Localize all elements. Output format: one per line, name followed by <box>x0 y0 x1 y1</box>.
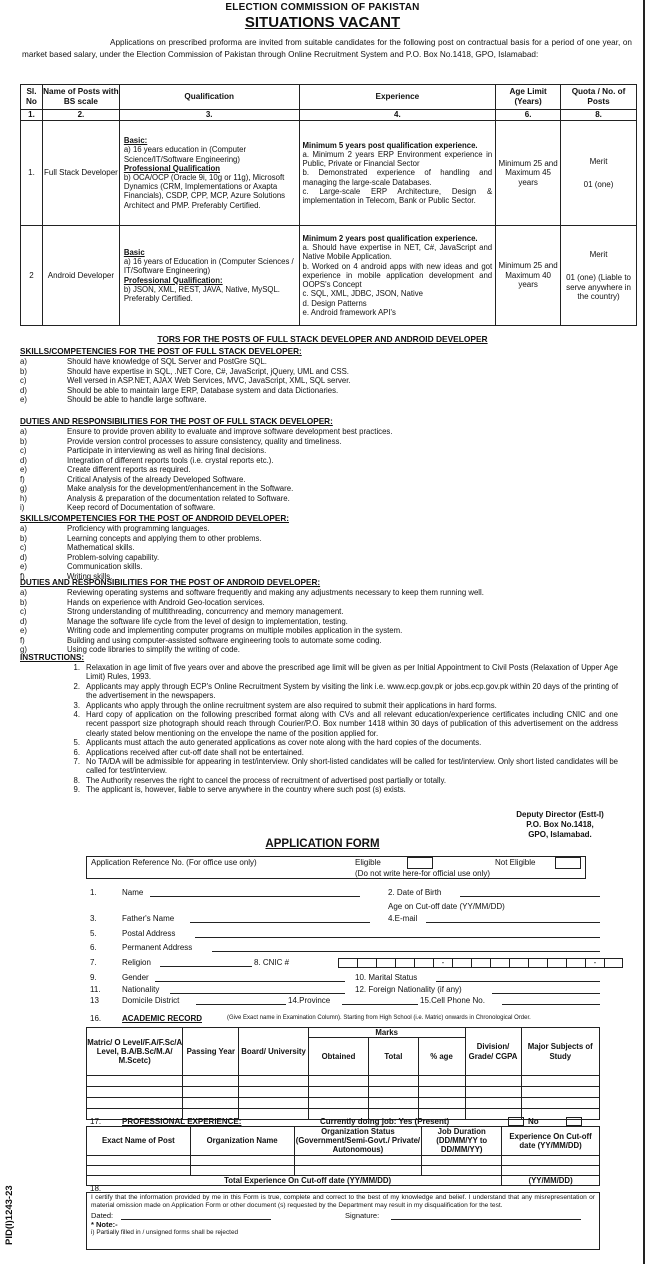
nationality-field[interactable] <box>170 993 345 994</box>
col-header-qualification: Qualification <box>119 85 299 110</box>
office-note: (Do not write here-for official use only) <box>355 869 491 878</box>
tors-title: TORS FOR THE POSTS OF FULL STACK DEVELOPER AND ANDROID DEVELOPER <box>157 334 488 344</box>
academic-note: (Give Exact name in Examination Column). Starting from High School (i.e. Matric) onwards in Chronological Order. <box>227 1015 531 1021</box>
certify-text: I certify that the information provided by me in this Form is true, complete and correct to the best of my knowledge and belief. I understand that any misrepresentation or material omission made on Application Form or other document (s) requested by the Department may result in my disqualification for the test. <box>91 1194 595 1209</box>
list-item: d) Should be able to maintain large ERP, Database system and data Dictionaries. <box>20 385 339 395</box>
col-number: 2. <box>42 110 119 121</box>
foreign-nationality-label: 12. Foreign Nationality (if any) <box>355 985 462 994</box>
gender-field[interactable] <box>155 981 345 982</box>
father-name-label: Father's Name <box>122 914 175 923</box>
page-title: SITUATIONS VACANT <box>244 14 401 31</box>
list-item: a) Reviewing operating systems and software frequently and making any adjustments necessary to keep them running well. <box>20 588 484 597</box>
certification-box <box>86 1192 600 1250</box>
eligible-checkbox[interactable] <box>407 857 433 869</box>
not-eligible-label: Not Eligible <box>495 858 536 867</box>
domicile-field[interactable] <box>196 1004 286 1005</box>
note-heading: * Note:- <box>91 1220 118 1230</box>
academic-record-title: ACADEMIC RECORD <box>122 1014 202 1023</box>
field-number: 18. <box>90 1184 102 1193</box>
table-row[interactable] <box>87 1155 600 1165</box>
col-header-subjects: Major Subjects of Study <box>521 1028 599 1076</box>
list-item: 2. Applicants may apply through ECP's Online Recruitment System by visiting the link i.e. www.ecp.gov.pk or jobs.ecp.gov.pk within 20 days of the printing of the advertisement in the newspapers. <box>73 681 618 701</box>
eligible-label: Eligible <box>355 858 381 867</box>
list-item: b) Provide version control processes to assure consistency, quality and timeliness. <box>20 436 342 446</box>
col-number: 1. <box>21 110 43 121</box>
ref-label: Application Reference No. (For office use only) <box>91 858 257 867</box>
field-number: 11. <box>90 985 101 994</box>
email-field[interactable] <box>426 922 600 923</box>
office-use-box <box>86 856 586 879</box>
foreign-nationality-field[interactable] <box>492 993 600 994</box>
col-header-exam: Matric/ O Level/F.A/F.Sc/A Level, B.A/B.Sc/M.A/ M.Scetc) <box>87 1028 183 1076</box>
row-quota: Merit 01 (one) (Liable to serve anywhere in the country) <box>561 226 637 326</box>
not-eligible-checkbox[interactable] <box>555 857 581 869</box>
list-item: b) Hands on experience with Android Geo-location services. <box>20 597 265 607</box>
col-number: 4. <box>299 110 496 121</box>
col-header-quota: Quota / No. of Posts <box>561 85 637 110</box>
list-item: d) Manage the software life cycle from the level of design to implementation, testing. <box>20 616 348 626</box>
academic-table <box>86 1027 600 1120</box>
experience-table <box>86 1126 600 1186</box>
list-item: 3. Applicants who apply through the online recruitment system are also required to submit their applications in hard forms. <box>73 700 497 710</box>
cnic-field[interactable]: - - <box>338 958 623 968</box>
list-item: 4. Hard copy of application on the following prescribed format along with CVs and all relevant education/experience certificates including CNIC and one recent passport size photograph should reach through Courier/P.O. Box number 1418 within 30 days of publication of this advertisement on the address clearly stated below mentioning on the envelope the name of the position applied for. <box>73 710 618 738</box>
list-item: 1. Relaxation in age limit of five years over and above the prescribed age limit will be given as per Initial Appointment to Civil Posts (Relaxation of Upper Age Limit) Rules, 1993. <box>73 663 618 682</box>
list-item: 5. Applicants must attach the auto generated applications as cover note along with the hard copies of the documents. <box>73 738 482 748</box>
religion-label: Religion <box>122 958 151 967</box>
list-item: 6. Applications received after cut-off date shall not be entertained. <box>73 747 304 757</box>
table-row[interactable] <box>87 1098 600 1109</box>
list-item: i) Keep record of Documentation of software. <box>20 503 216 512</box>
row-post: Android Developer <box>42 226 119 326</box>
col-number: 6. <box>496 110 561 121</box>
vacancy-table <box>20 84 637 326</box>
field-number: 9. <box>90 973 97 982</box>
domicile-label: Domicile District <box>122 996 180 1005</box>
section-fs-duties: DUTIES AND RESPONSIBILITIES FOR THE POST OF FULL STACK DEVELOPER: a) Ensure to provide proven ability to evaluate and improve software development best practices. b) Provide version control processes to assure consistency, quality and timeliness. c) Participate in interviewing as well as hiring final decisions. d) Integration of different reports tools (i.e. crystal reports etc.). e) Create different reports as required. f) Critical Analysis of the already Developed Software. g) Make analysis for the development/enhancement in the Software. h) Analysis & preparation of the documentation related to Software. i) Keep record of Documentation of software. <box>20 417 620 513</box>
list-item: b) Should have expertise in SQL, .NET Core, C#, JavaScript, jQuery, UML and CSS. <box>20 366 349 376</box>
list-item: f) Critical Analysis of the already Developed Software. <box>20 474 246 484</box>
section-android-skills: SKILLS/COMPETENCIES FOR THE POST OF ANDROID DEVELOPER: a) Proficiency with programming languages. b) Learning concepts and applying them to other problems. c) Mathematical skills. d) Problem-solving capability. e) Communication skills. f) Writing skills. <box>20 514 620 581</box>
dob-field[interactable] <box>460 896 600 897</box>
list-item: f) Building and using computer-assisted software engineering tools to automate some coding. <box>20 635 382 645</box>
dated-field[interactable] <box>121 1219 271 1220</box>
current-job-label: Currently doing job: Yes (Present) <box>320 1117 450 1126</box>
email-label: 4.E-mail <box>388 914 418 923</box>
row-experience: Minimum 2 years post qualification experience. a. Should have expertise in NET, C#, JavaScript and Native Mobile Application. b. Worked on 4 android apps with new ideas and got experience in mobile application development and OOPS's Concept c. SQL, XML, JDBC, JSON, Native d. Design Patterns e. Android framework API's <box>299 226 496 326</box>
row-qualification: Basic a) 16 years of Education in (Computer Sciences / IT/Software Engineering) Professional Qualification: b) JSON, XML, REST, JAVA, Native, MySQL. Preferably Certified. <box>119 226 299 326</box>
col-header-exp-cutoff: Experience On Cut-off date (YY/MM/DD) <box>502 1127 600 1156</box>
col-header-post-name: Exact Name of Post <box>87 1127 191 1156</box>
name-label: Name <box>122 888 144 897</box>
row-experience: Minimum 5 years post qualification experience. a. Minimum 2 years ERP Environment experience in Public, Private or Financial Sector b. Demonstrated experience of handling and managing the large-scale Databases. c. Large-scale ERP Architecture, Design & implementation in Telecom, Bank or Public Sector. <box>299 121 496 226</box>
postal-address-field[interactable] <box>195 937 600 938</box>
row-quota: Merit 01 (one) <box>561 121 637 226</box>
org-name: ELECTION COMMISSION OF PAKISTAN <box>225 2 420 13</box>
field-number: 16. <box>90 1014 102 1023</box>
col-header-total: Total <box>369 1038 418 1076</box>
col-header-post: Name of Posts with BS scale <box>42 85 119 110</box>
dob-label: 2. Date of Birth <box>388 888 442 897</box>
list-item: e) Communication skills. <box>20 562 143 571</box>
col-header-board: Board/ University <box>239 1028 308 1076</box>
table-row[interactable] <box>87 1087 600 1098</box>
field-number: 17. <box>90 1117 102 1126</box>
father-name-field[interactable] <box>190 922 370 923</box>
total-exp-label: Total Experience On Cut-off date (YY/MM/DD) <box>87 1175 502 1185</box>
table-row[interactable] <box>87 1165 600 1175</box>
section-android-duties: DUTIES AND RESPONSIBILITIES FOR THE POST OF ANDROID DEVELOPER: a) Reviewing operating systems and software frequently and making any adjustments necessary to keep them running well. b) Hands on experience with Android Geo-location services. c) Strong understanding of multithreading, concurrency and memory management. d) Manage the software life cycle from the level of design to implementation, testing. e) Writing code and implementing computer programs on multiple mobiles application in the system. f) Building and using computer-assisted software engineering tools to automate some coding. g) Using code libraries to simplify the writing of code. <box>20 578 620 655</box>
list-item: g) Using code libraries to simplify the writing of code. <box>20 645 240 654</box>
province-label: 14.Province <box>288 996 331 1005</box>
list-item: c) Well versed in ASP.NET, AJAX Web Services, MVC, JavaScript, XML, SQL server. <box>20 376 351 385</box>
nationality-label: Nationality <box>122 985 160 994</box>
list-item: f) Writing skills. <box>20 571 113 581</box>
list-item: 8. The Authority reserves the right to cancel the process of recruitment of advertised post partially or totally. <box>73 775 446 785</box>
section-fs-skills: SKILLS/COMPETENCIES FOR THE POST OF FULL STACK DEVELOPER: a) Should have knowledge of SQL Server and PostGre SQL. b) Should have expertise in SQL, .NET Core, C#, JavaScript, jQuery, UML and CSS. c) Well versed in ASP.NET, AJAX Web Services, MVC, JavaScript, XML, SQL server. d) Should be able to maintain large ERP, Database system and data Dictionaries. e) Should be able to handle large software. <box>20 347 620 405</box>
col-number: 3. <box>119 110 299 121</box>
field-number: 6. <box>90 943 97 952</box>
age-cutoff-label: Age on Cut-off date (YY/MM/DD) <box>388 902 505 911</box>
marital-status-label: 10. Marital Status <box>355 973 418 982</box>
col-header-division: Division/ Grade/ CGPA <box>465 1028 521 1076</box>
list-item: a) Proficiency with programming languages. <box>20 524 210 533</box>
form-title: APPLICATION FORM <box>265 838 380 850</box>
permanent-address-label: Permanent Address <box>122 943 193 952</box>
cell-phone-field[interactable] <box>502 1004 600 1005</box>
field-number: 13 <box>90 996 99 1005</box>
table-row[interactable] <box>87 1076 600 1087</box>
list-item: b) Learning concepts and applying them to other problems. <box>20 533 262 543</box>
col-header-age: Age Limit (Years) <box>496 85 561 110</box>
current-job-no-label: No <box>528 1117 539 1126</box>
note-text: i) Partially filled in / unsigned forms shall be rejected <box>91 1228 239 1236</box>
postal-address-label: Postal Address <box>122 929 176 938</box>
col-number: 8. <box>561 110 637 121</box>
field-number: 3. <box>90 914 97 923</box>
current-job-no-checkbox[interactable] <box>566 1117 582 1126</box>
list-item: c) Mathematical skills. <box>20 543 135 552</box>
col-header-passing-year: Passing Year <box>183 1028 239 1076</box>
cell-phone-label: 15.Cell Phone No. <box>420 996 485 1005</box>
col-header-duration: Job Duration (DD/MM/YY to DD/MM/YY) <box>422 1127 502 1156</box>
current-job-yes-checkbox[interactable] <box>508 1117 524 1126</box>
signature-field[interactable] <box>391 1219 581 1220</box>
permanent-address-field[interactable] <box>212 951 600 952</box>
province-field[interactable] <box>342 1004 418 1005</box>
intro-paragraph: Applications on prescribed proforma are invited from suitable candidates for the following post on contractual basis for a period of one year, on market based salary, under the Election Commission of Pakistan through Online Recruitment System and P.O. Box No.1418, GPO, Islamabad: <box>22 38 632 59</box>
list-item: e) Should be able to handle large software. <box>20 395 207 404</box>
gender-label: Gender <box>122 973 149 982</box>
dated-label: Dated: <box>91 1211 114 1221</box>
section-instructions: INSTRUCTIONS: 1. Relaxation in age limit of five years over and above the prescribed age limit will be given as per Initial Appointment to Civil Posts (Relaxation of Upper Age Limit) Rules, 1993. 2. Applicants may apply through ECP's Online Recruitment System by visiting the link i.e. www.ecp.gov.pk or jobs.ecp.gov.pk within 20 days of the printing of the advertisement in the newspapers. 3. Applicants who apply through the online recruitment system are also required to submit their applications in hard forms. 4. Hard copy of application on the following prescribed format along with CVs and all relevant education/experience certificates including CNIC and one recent passport size photograph should reach through Courier/P.O. Box number 1418 within 30 days of publication of this advertisement on the address clearly stated below mentioning on the envelope the name of the position applied for. 5. Applicants must attach the auto generated applications as cover note along with the hard copies of the documents. 6. Applications received after cut-off date shall not be entertained. 7. No TA/DA will be admissible for appearing in test/interview. Only short-listed candidates will be called for test/interview. Only short listed candidates will be called for test/interview. 8. The Authority reserves the right to cancel the process of recruitment of advertised post partially or totally. 9. The applicant is, however, liable to serve anywhere in the country where such post (s) exists. <box>20 653 618 795</box>
field-number: 1. <box>90 888 97 897</box>
prof-exp-title: PROFESSIONAL EXPERIENCE: <box>122 1117 242 1126</box>
side-code: PID(I)1243-23 <box>4 1185 15 1245</box>
signatory-block: Deputy Director (Estt-I) P.O. Box No.1418, GPO, Islamabad. <box>516 810 604 839</box>
list-item: 9. The applicant is, however, liable to serve anywhere in the country where such post (s) exists. <box>73 785 406 795</box>
row-sl: 2 <box>21 226 43 326</box>
list-item: h) Analysis & preparation of the documentation related to Software. <box>20 493 290 503</box>
col-header-percentage: % age <box>418 1038 465 1076</box>
col-header-sl: Sl. No <box>21 85 43 110</box>
religion-field[interactable] <box>160 966 252 967</box>
marital-status-field[interactable] <box>436 981 600 982</box>
name-field[interactable] <box>150 896 360 897</box>
table-row <box>21 226 637 326</box>
total-experience-row <box>87 1175 600 1185</box>
total-exp-unit: (YY/MM/DD) <box>502 1175 600 1185</box>
row-qualification: Basic: a) 16 years education in (Computer Science/IT/Software Engineering) Professional Qualification b) OCA/OCP (Oracle 9i, 10g or 11g), Microsoft Dynamics (CRM, Implementations or Axapta Financials), CSDP, CPP, MCP, Azure Solutions Architect and PMP. Preferably Certified. <box>119 121 299 226</box>
row-post: Full Stack Developer <box>42 121 119 226</box>
signature-label: Signature: <box>345 1211 380 1221</box>
list-item: g) Make analysis for the development/enhancement in the Software. <box>20 484 294 493</box>
list-item: c) Strong understanding of multithreading, concurrency and memory management. <box>20 607 344 616</box>
list-item: d) Integration of different reports tools (i.e. crystal reports etc.). <box>20 455 274 465</box>
row-age: Minimum 25 and Maximum 40 years <box>496 226 561 326</box>
col-header-marks: Marks <box>308 1028 465 1038</box>
col-header-experience: Experience <box>299 85 496 110</box>
list-item: e) Writing code and implementing computer programs on multiple mobiles application in the system. <box>20 626 403 635</box>
list-item: d) Problem-solving capability. <box>20 552 160 562</box>
field-number: 7. <box>90 958 97 967</box>
col-header-org-name: Organization Name <box>190 1127 294 1156</box>
cnic-label: 8. CNIC # <box>254 958 290 967</box>
list-item: c) Participate in interviewing as well as hiring final decisions. <box>20 446 267 455</box>
list-item: 7. No TA/DA will be admissible for appearing in test/interview. Only short-listed candidates will be called for test/interview. Only short listed candidates will be called for test/interview. <box>73 757 618 776</box>
table-row <box>21 121 637 226</box>
col-header-org-status: Organization Status (Government/Semi-Govt./ Private/ Autonomous) <box>295 1127 421 1155</box>
field-number: 5. <box>90 929 97 938</box>
list-item: a) Ensure to provide proven ability to evaluate and improve software development best practices. <box>20 427 393 436</box>
row-age: Minimum 25 and Maximum 45 years <box>496 121 561 226</box>
col-header-obtained: Obtained <box>308 1038 368 1076</box>
row-sl: 1. <box>21 121 43 226</box>
list-item: a) Should have knowledge of SQL Server and PostGre SQL. <box>20 357 267 366</box>
list-item: e) Create different reports as required. <box>20 465 191 474</box>
